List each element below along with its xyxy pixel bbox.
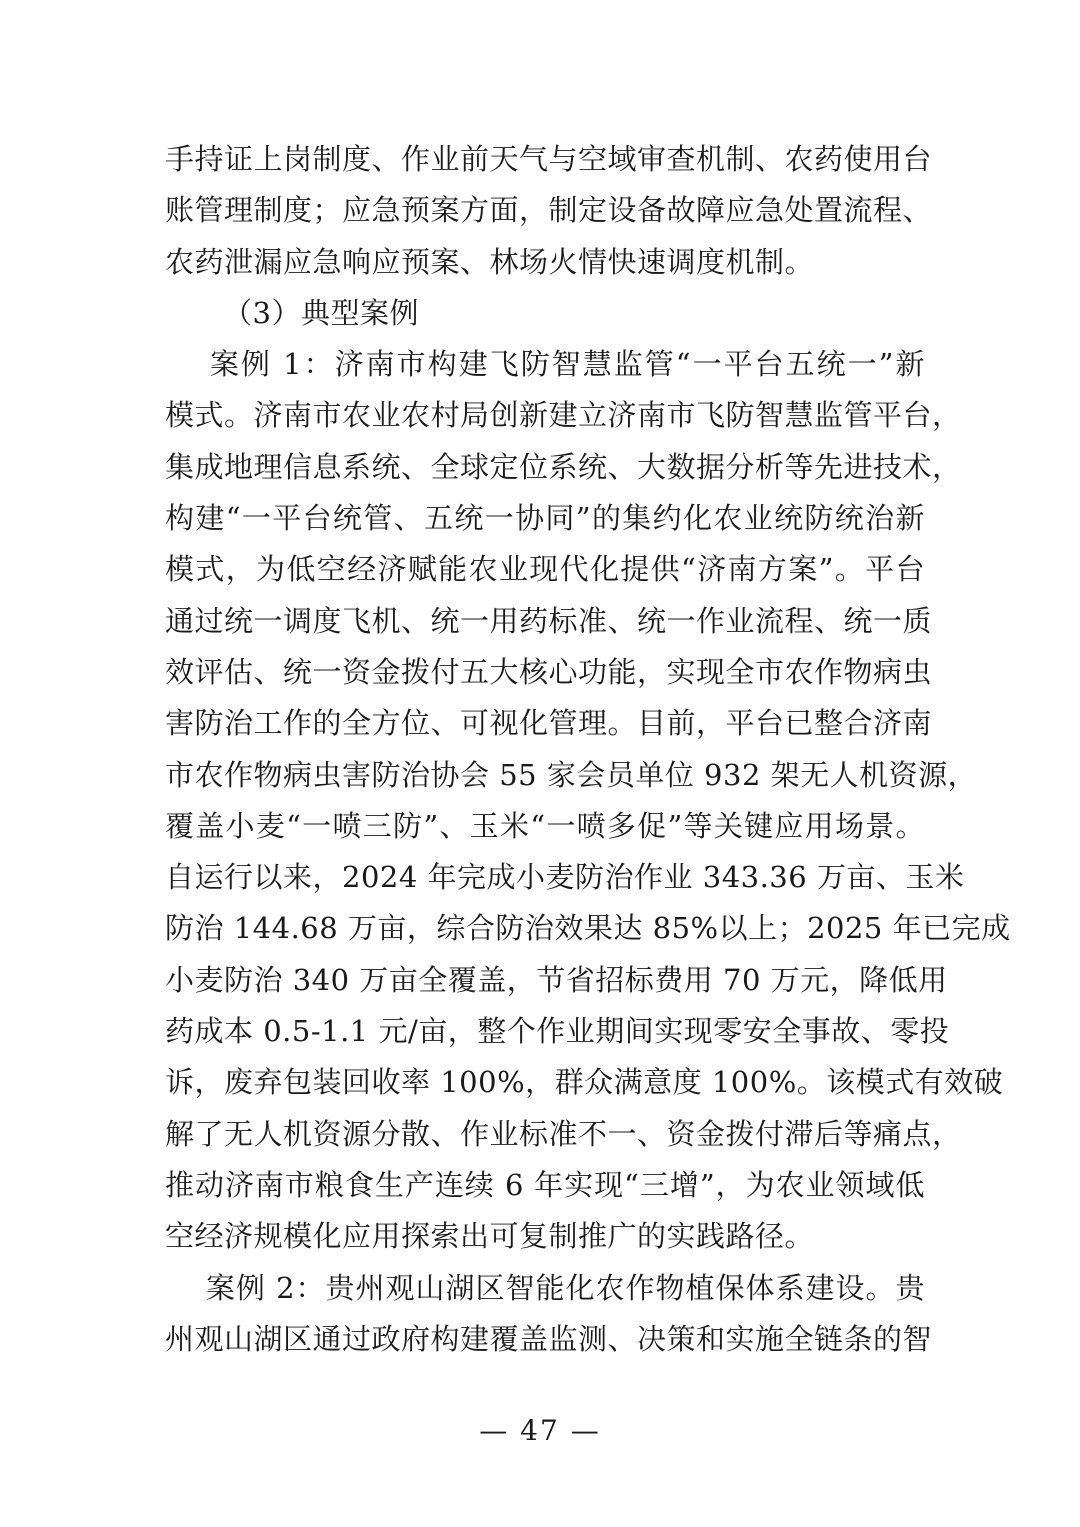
text-line-12: 害防治工作的全方位、可视化管理。目前，平台已整合济南 — [165, 706, 933, 741]
text-line-9: 模式，为低空经济赋能农业现代化提供“济南方案”。平台 — [165, 552, 925, 587]
section-heading: （3）典型案例 — [223, 295, 419, 330]
text-line-23: 案例 2：贵州观山湖区智能化农作物植保体系建设。贵 — [165, 1270, 925, 1305]
text-line-20: 解了无人机资源分散、作业标准不一、资金拨付滞后等痛点， — [165, 1116, 962, 1151]
text-line-18: 药成本 0.5-1.1 元/亩，整个作业期间实现零安全事故、零投 — [165, 1014, 950, 1049]
text-line-1: 手持证上岗制度、作业前天气与空域审查机制、农药使用台 — [165, 142, 933, 176]
text-line-2: 账管理制度；应急预案方面，制定设备故障应急处置流程、 — [165, 193, 933, 228]
text-line-17: 小麦防治 340 万亩全覆盖，节省招标费用 70 万元，降低用 — [165, 962, 948, 997]
text-line-5: 案例 1：济南市构建飞防智慧监管“一平台五统一”新 — [165, 347, 925, 382]
text-line-11: 效评估、统一资金拨付五大核心功能，实现全市农作物病虫 — [165, 654, 933, 689]
text-line-13: 市农作物病虫害防治协会 55 家会员单位 932 架无人机资源， — [165, 757, 978, 792]
text-line-19: 诉，废弃包装回收率 100%，群众满意度 100%。该模式有效破 — [165, 1065, 1004, 1100]
text-line-8: 构建“一平台统管、五统一协同”的集约化农业统防统治新 — [165, 501, 925, 536]
text-line-7: 集成地理信息系统、全球定位系统、大数据分析等先进技术， — [165, 449, 962, 484]
text-line-22: 空经济规模化应用探索出可复制推广的实践路径。 — [165, 1219, 815, 1254]
text-line-14: 覆盖小麦“一喷三防”、玉米“一喷多促”等关键应用场景。 — [165, 808, 925, 843]
document-body — [165, 134, 1011, 1365]
text-line-24: 州观山湖区通过政府构建覆盖监测、决策和实施全链条的智 — [165, 1321, 933, 1356]
text-line-15: 自运行以来，2024 年完成小麦防治作业 343.36 万亩、玉米 — [165, 860, 965, 895]
text-line-16: 防治 144.68 万亩，综合防治效果达 85%以上；2025 年已完成 — [165, 911, 1011, 946]
page-number: — 47 — — [479, 1414, 601, 1447]
text-line-10: 通过统一调度飞机、统一用药标准、统一作业流程、统一质 — [165, 603, 933, 638]
text-line-6: 模式。济南市农业农村局创新建立济南市飞防智慧监管平台， — [165, 398, 962, 433]
text-line-21: 推动济南市粮食生产连续 6 年实现“三增”，为农业领域低 — [165, 1167, 925, 1202]
text-line-3: 农药泄漏应急响应预案、林场火情快速调度机制。 — [165, 244, 815, 279]
